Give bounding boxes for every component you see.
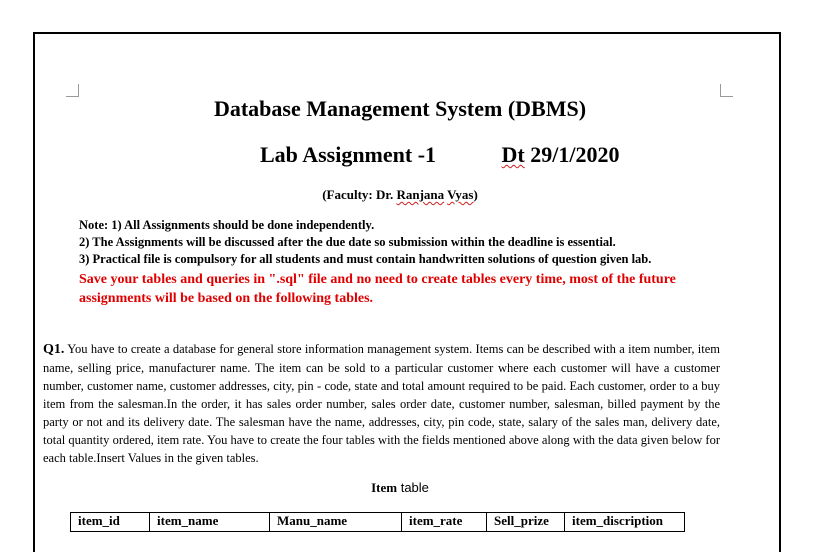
note-1: Note: 1) All Assignments should be done independently. xyxy=(79,218,375,232)
subtitle-row xyxy=(260,142,620,168)
question-paragraph xyxy=(43,340,720,467)
table-header-row xyxy=(71,513,685,532)
document-title: Database Management System (DBMS) xyxy=(213,96,587,121)
column-header: item_name xyxy=(150,513,270,532)
question-text: You have to create a database for general store information management system. Items can be described with a item number, item name, selling price, manufacturer name. The item can be sold to a particular customer where each customer will have a customer number, customer name, customer addresses, city, pin - code, state and total amount required to be paid. Each customer, order to a buy item from the salesman.In the order, it has sales order number, sales order date, customer number, salesman, billed payment by the party or not and its delivery date. The salesman have the name, addresses, city, pin code, state, salary of the sales man, delivery date, total quantity ordered, item rate. You have to create the four tables with the fields mentioned above along with the data given below for each table.Insert Values in the given tables. xyxy=(43,342,720,465)
faculty-line: (Faculty: Dr. Ranjana Vyas) xyxy=(322,187,478,202)
assignment-title: Lab Assignment -1 xyxy=(260,142,437,167)
red-note: Save your tables and queries in ".sql" file and no need to create tables every time, most of the future assignments will be based on the following tables. xyxy=(79,272,676,306)
notes-block xyxy=(79,217,729,268)
assignment-date: Dt 29/1/2020 xyxy=(501,142,620,167)
column-header: item_rate xyxy=(402,513,487,532)
column-header: Manu_name xyxy=(270,513,402,532)
table-caption: Item table xyxy=(371,480,429,495)
question-label: Q1. xyxy=(43,342,65,357)
item-table xyxy=(70,512,685,532)
column-header: item_id xyxy=(71,513,150,532)
column-header: Sell_prize xyxy=(487,513,565,532)
note-2: 2) The Assignments will be discussed after the due date so submission within the deadline is essential. xyxy=(79,235,616,249)
note-3: 3) Practical file is compulsory for all students and must contain handwritten solutions of question given lab. xyxy=(79,252,652,266)
column-header: item_discription xyxy=(565,513,685,532)
